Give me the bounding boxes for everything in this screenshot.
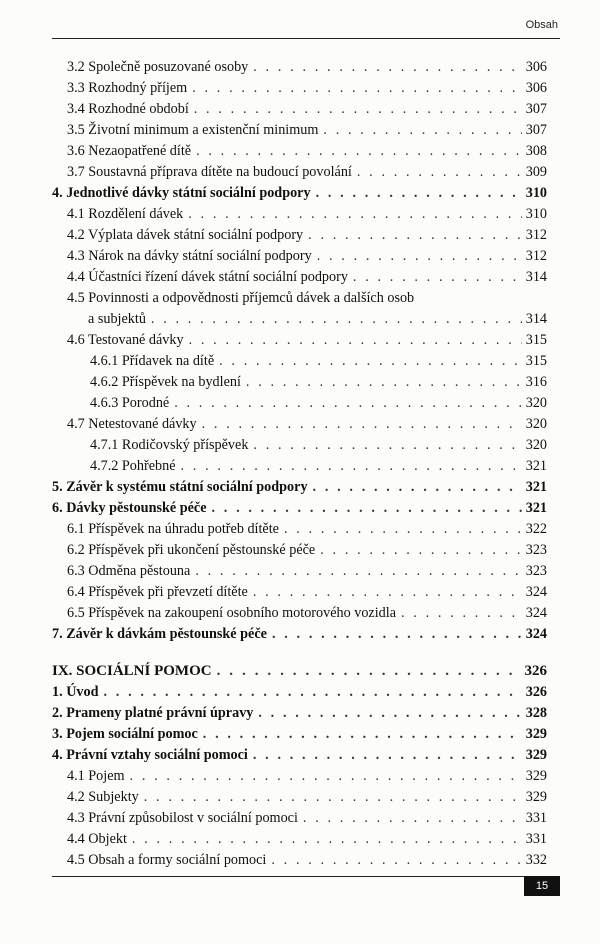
toc-subentry: 4.6.1 Přídavek na dítě . . . 315	[90, 351, 547, 372]
toc-entry: 4.3 Nárok na dávky státní sociální podpory . . . 312	[67, 246, 547, 267]
toc-entry: 4.2 Výplata dávek státní sociální podpory . . . 312	[67, 225, 547, 246]
toc-entry: 4.1 Pojem . . . 329	[67, 766, 547, 787]
toc-section-entry: 5. Závěr k systému státní sociální podpory . . . 321	[52, 477, 547, 498]
toc-subentry: 4.6.3 Porodné . . . 320	[90, 393, 547, 414]
running-header: Obsah	[525, 19, 558, 31]
toc-entry: 4.2 Subjekty . . . 329	[67, 787, 547, 808]
toc-section-entry: 4. Právní vztahy sociální pomoci . . . 329	[52, 745, 547, 766]
toc-subentry: 4.7.2 Pohřebné . . . 321	[90, 456, 547, 477]
toc-entry: 3.7 Soustavná příprava dítěte na budoucí povolání . . . 309	[67, 162, 547, 183]
toc-entry: 3.6 Nezaopatřené dítě . . . 308	[67, 141, 547, 162]
toc-entry: 6.4 Příspěvek při převzetí dítěte . . . 324	[67, 582, 547, 603]
toc-entry: a subjektů . . . 314	[88, 309, 547, 330]
toc-entry: 6.1 Příspěvek na úhradu potřeb dítěte . . . 322	[67, 519, 547, 540]
toc-subentry: 4.7.1 Rodičovský příspěvek . . . 320	[90, 435, 547, 456]
toc-entry: 3.2 Společně posuzované osoby . . . 306	[67, 57, 547, 78]
footer-rule	[52, 876, 560, 877]
toc-entry: 4.4 Objekt . . . 331	[67, 829, 547, 850]
toc-entry: 6.2 Příspěvek při ukončení pěstounské péče . . . 323	[67, 540, 547, 561]
toc-entry: 4.6 Testované dávky . . . 315	[67, 330, 547, 351]
toc-entry: 4.5 Obsah a formy sociální pomoci . . . 332	[67, 850, 547, 871]
toc-section-entry: 3. Pojem sociální pomoc . . . 329	[52, 724, 547, 745]
toc-subentry: 4.6.2 Příspěvek na bydlení . . . 316	[90, 372, 547, 393]
header-rule	[52, 38, 560, 39]
toc-section-entry: 6. Dávky pěstounské péče . . . 321	[52, 498, 547, 519]
toc-entry: 6.3 Odměna pěstouna . . . 323	[67, 561, 547, 582]
toc-entry: 4.3 Právní způsobilost v sociální pomoci . . . 331	[67, 808, 547, 829]
toc-entry: 3.5 Životní minimum a existenční minimum . . . 307	[67, 120, 547, 141]
toc-entry-first-line: 4.5 Povinnosti a odpovědnosti příjemců dávek a dalších osob	[67, 290, 415, 306]
toc-entry: 6.5 Příspěvek na zakoupení osobního motorového vozidla . . . 324	[67, 603, 547, 624]
page-number: 15	[524, 876, 560, 896]
toc-chapter-entry: IX. SOCIÁLNÍ POMOC . . . 326	[52, 661, 547, 682]
toc-section-entry: 1. Úvod . . . 326	[52, 682, 547, 703]
toc-entry: 4.7 Netestované dávky . . . 320	[67, 414, 547, 435]
toc-entry: 3.3 Rozhodný příjem . . . 306	[67, 78, 547, 99]
toc-entry: 3.4 Rozhodné období . . . 307	[67, 99, 547, 120]
toc-section-entry: 4. Jednotlivé dávky státní sociální podpory . . . 310	[52, 183, 547, 204]
toc-entry: 4.4 Účastníci řízení dávek státní sociální podpory . . . 314	[67, 267, 547, 288]
toc-entry: 4.1 Rozdělení dávek . . . 310	[67, 204, 547, 225]
toc-section-entry: 7. Závěr k dávkám pěstounské péče . . . 324	[52, 624, 547, 645]
toc-section-entry: 2. Prameny platné právní úpravy . . . 328	[52, 703, 547, 724]
